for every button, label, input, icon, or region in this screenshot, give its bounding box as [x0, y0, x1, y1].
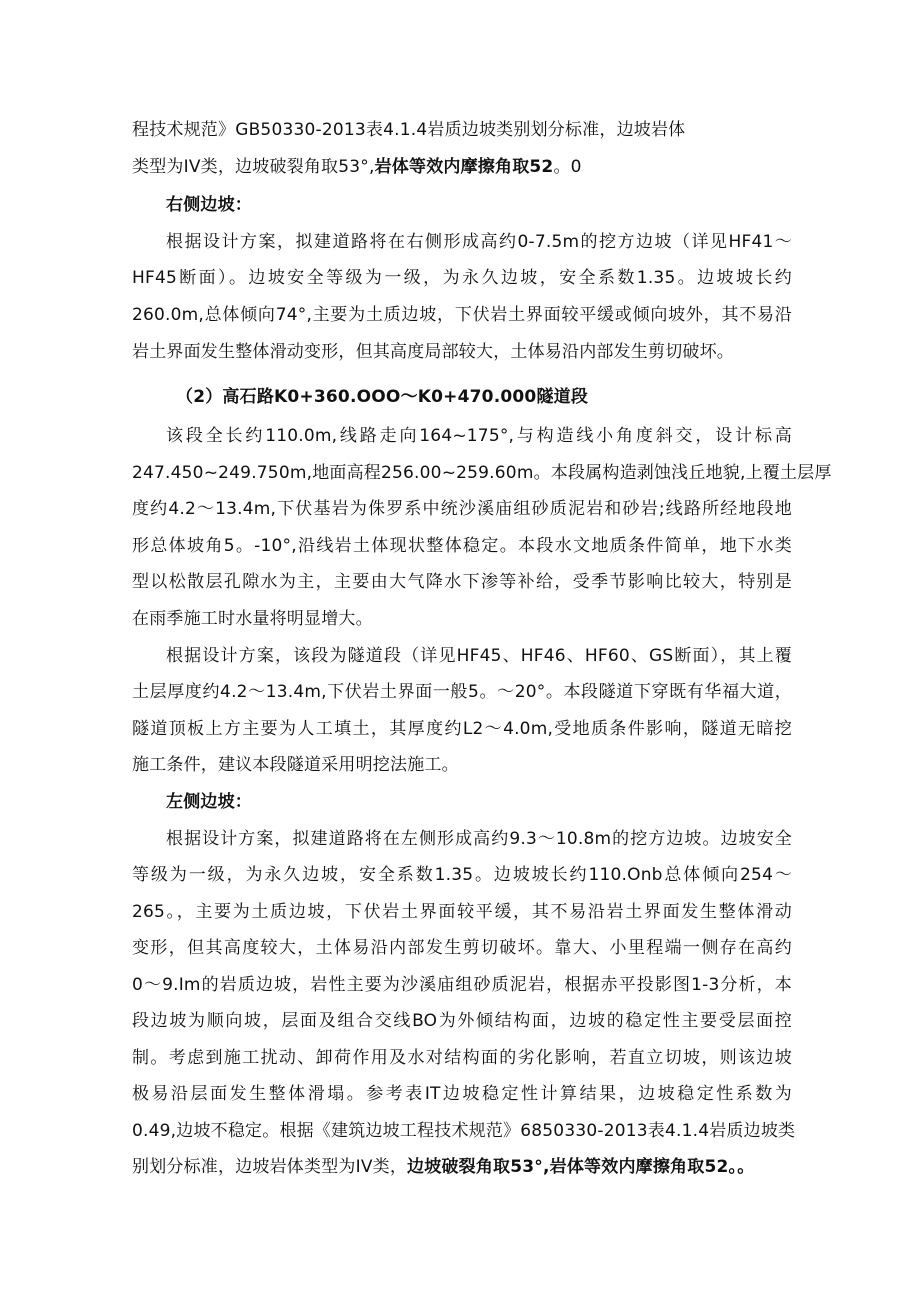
- left-slope-line-4: 变形，但其高度较大，土体易沿内部发生剪切破坏。靠大、小里程端一侧存在高约: [132, 938, 792, 958]
- left-slope-line-10-bold: 边坡破裂角取53°,岩体等效内摩擦角取52。。: [407, 1157, 755, 1177]
- section-2-para-2-line-3: 隧道顶板上方主要为人工填土，其厚度约L2～4.0m,受地质条件影响，隧道无暗挖: [132, 719, 792, 739]
- left-slope-line-7: 制。考虑到施工扰动、卸荷作用及水对结构面的劣化影响，若直立切坡，则该边坡: [132, 1048, 792, 1068]
- intro-line-2-text: 类型为IV类，边坡破裂角取53°,: [132, 157, 375, 177]
- section-2-heading: （2）高石路K0+360.OOO～K0+470.000隧道段: [176, 387, 589, 407]
- right-slope-line-4: 岩土界面发生整体滑动变形，但其高度局部较大，土体易沿内部发生剪切破坏。: [132, 342, 734, 362]
- left-slope-line-1: 根据设计方案，拟建道路将在左侧形成高约9.3～10.8m的挖方边坡。边坡安全: [166, 829, 792, 849]
- left-slope-line-5: 0～9.Im的岩质边坡，岩性主要为沙溪庙组砂质泥岩，根据赤平投影图1-3分析，本: [132, 975, 792, 995]
- left-slope-line-10: [132, 1157, 754, 1177]
- right-slope-line-1: 根据设计方案，拟建道路将在右侧形成高约0-7.5m的挖方边坡（详见HF41～: [166, 232, 792, 252]
- left-slope-line-6: 段边坡为顺向坡，层面及组合交线BO为外倾结构面，边坡的稳定性主要受层面控: [132, 1011, 792, 1031]
- right-slope-line-3: 260.0m,总体倾向74°,主要为土质边坡，下伏岩土界面较平缓或倾向坡外，其不易沿: [132, 305, 792, 325]
- section-2-para-1-line-4: 形总体坡角5。-10°,沿线岩土体现状整体稳定。本段水文地质条件简单，地下水类: [132, 536, 792, 556]
- section-2-para-1-line-2: 247.450~249.750m,地面高程256.00~259.60m。本段属构造剥蚀浅丘地貌,上覆土层厚: [132, 463, 832, 483]
- intro-line-2-bold: 岩体等效内摩擦角取52: [374, 157, 554, 177]
- intro-line-2-end: 。0: [553, 157, 582, 177]
- left-slope-line-10-text: 别划分标准，边坡岩体类型为IV类，: [132, 1157, 408, 1177]
- left-slope-line-3: 265。，主要为土质边坡，下伏岩土界面较平缓，其不易沿岩土界面发生整体滑动: [132, 902, 792, 922]
- left-slope-line-8: 极易沿层面发生整体滑塌。参考表IT边坡稳定性计算结果，边坡稳定性系数为: [132, 1084, 792, 1104]
- left-slope-line-2: 等级为一级，为永久边坡，安全系数1.35。边坡坡长约110.Onb总体倾向254～: [132, 865, 792, 885]
- section-2-para-2-line-2: 土层厚度约4.2～13.4m,下伏岩土界面一般5。～20°。本段隧道下穿既有华福大道，: [132, 682, 792, 702]
- left-slope-line-9: 0.49,边坡不稳定。根据《建筑边坡工程技术规范》6850330-2013表4.1.4岩质边坡类: [132, 1121, 796, 1141]
- section-2-para-2-line-1: 根据设计方案，该段为隧道段（详见HF45、HF46、HF60、GS断面），其上覆: [166, 646, 792, 666]
- section-2-para-2-line-4: 施工条件，建议本段隧道采用明挖法施工。: [132, 755, 459, 775]
- section-2-para-1-line-3: 度约4.2～13.4m,下伏基岩为侏罗系中统沙溪庙组砂质泥岩和砂岩;线路所经地段地: [132, 499, 792, 519]
- section-2-para-1-line-6: 在雨季施工时水量将明显增大。: [132, 609, 373, 629]
- section-2-para-1-line-1: 该段全长约110.0m,线路走向164~175°,与构造线小角度斜交，设计标高: [166, 426, 792, 446]
- intro-line-2: [132, 157, 582, 177]
- right-slope-heading: 右侧边坡：: [166, 195, 252, 215]
- intro-line-1: 程技术规范》GB50330-2013表4.1.4岩质边坡类别划分标准，边坡岩体: [132, 120, 686, 140]
- right-slope-line-2: HF45断面）。边坡安全等级为一级，为永久边坡，安全系数1.35。边坡坡长约: [132, 268, 792, 288]
- left-slope-heading: 左侧边坡：: [166, 792, 252, 812]
- section-2-para-1-line-5: 型以松散层孔隙水为主，主要由大气降水下渗等补给，受季节影响比较大，特别是: [132, 572, 792, 592]
